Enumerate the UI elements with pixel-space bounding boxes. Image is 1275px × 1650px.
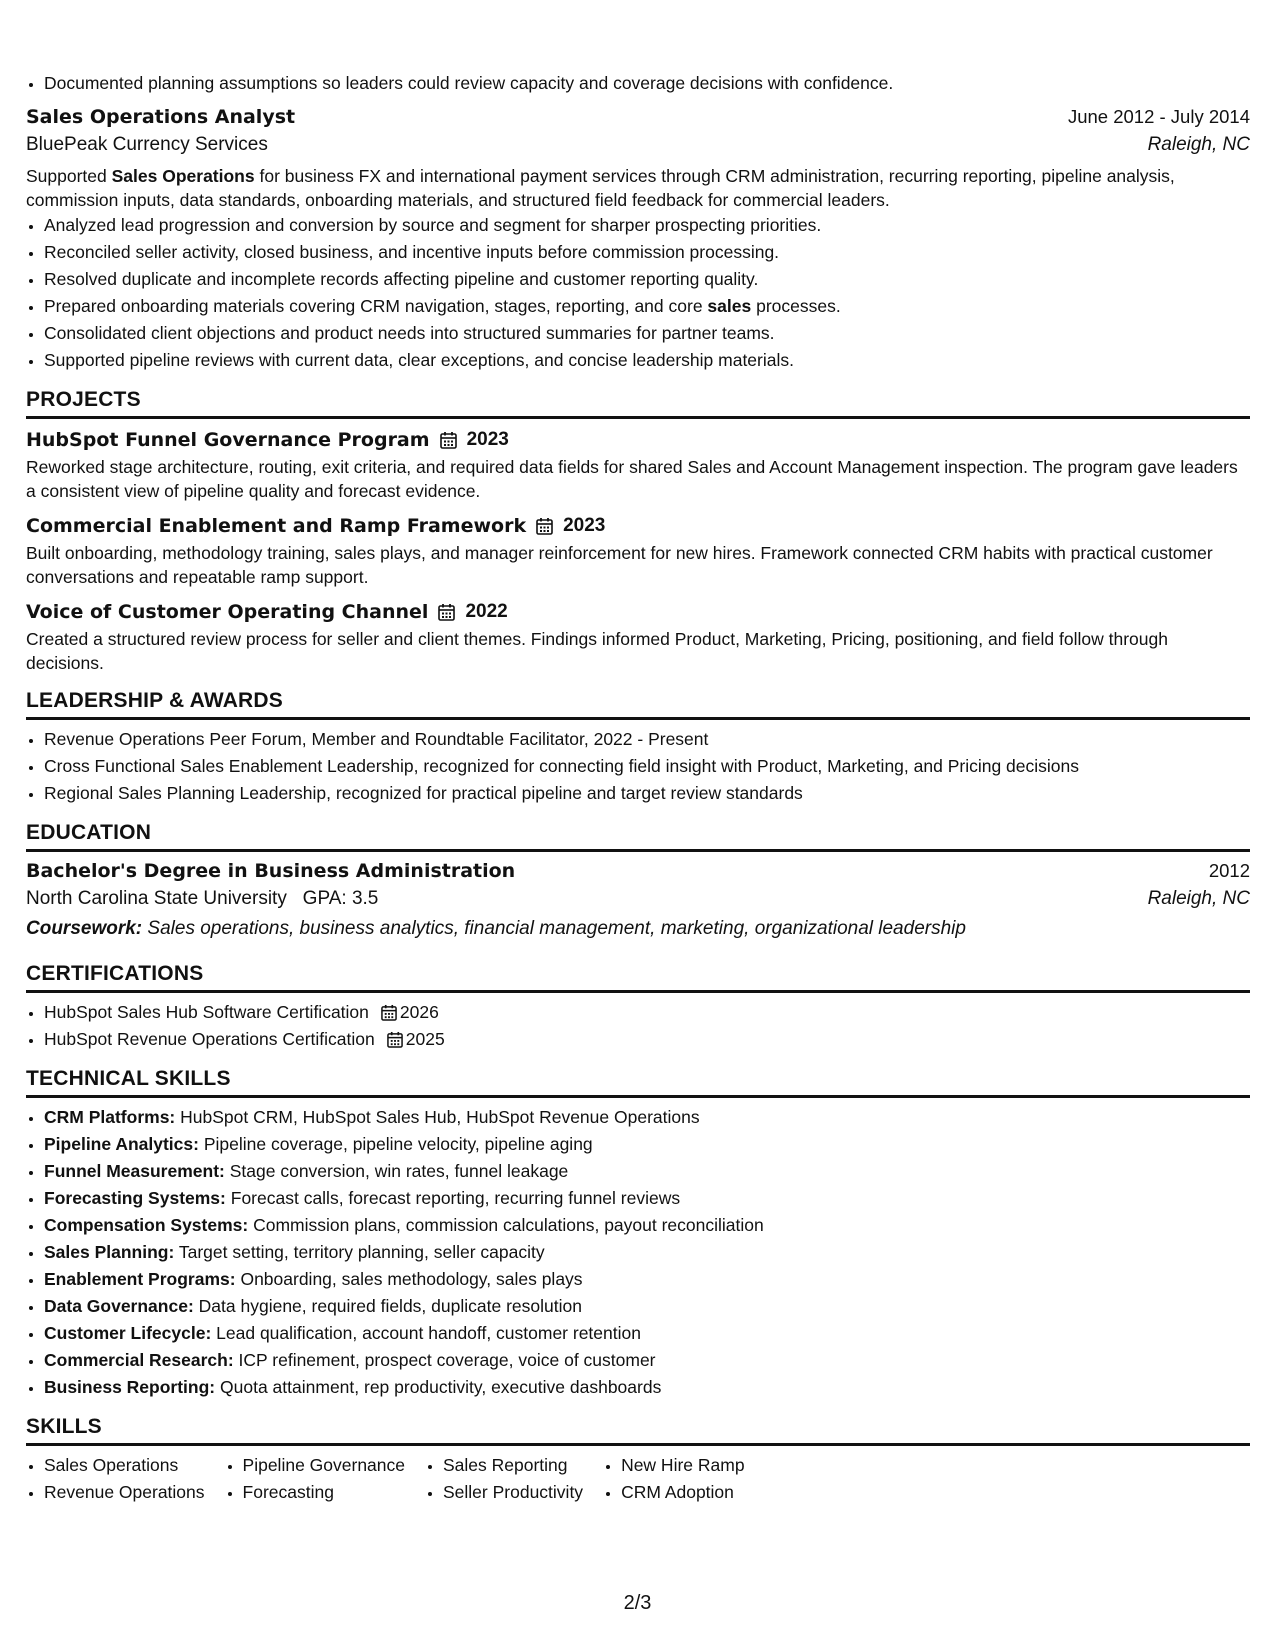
project-year: 2023: [466, 429, 509, 450]
education-school: North Carolina State University: [26, 888, 287, 909]
bullet-emphasis: sales: [707, 296, 752, 316]
skill-value: Lead qualification, account handoff, customer retention: [216, 1323, 641, 1343]
skill-label: Enablement Programs:: [44, 1269, 236, 1289]
job-subheader: [26, 134, 1250, 156]
skill-label: Customer Lifecycle:: [44, 1323, 212, 1343]
list-item: • Analyzed lead progression and conversion by source and segment for sharper prospecting priorities.: [44, 212, 1250, 239]
list-item: • Supported pipeline reviews with current data, clear exceptions, and concise leadership materials.: [44, 347, 1250, 374]
list-item: [44, 293, 1250, 320]
skills-column: [225, 1452, 405, 1506]
list-item: • Regional Sales Planning Leadership, recognized for practical pipeline and target review standards: [44, 780, 1250, 807]
calendar-icon: [381, 1004, 397, 1021]
education-gpa: GPA: 3.5: [302, 888, 379, 909]
list-item: • Forecasting: [243, 1479, 405, 1506]
list-item: • New Hire Ramp: [621, 1452, 745, 1479]
education-school-line: [26, 888, 378, 910]
project-entry: [26, 515, 1250, 589]
coursework-list: Sales operations, business analytics, financial management, marketing, organizational leadership: [147, 918, 966, 939]
project-year: 2023: [563, 515, 606, 536]
list-item: [44, 1239, 1250, 1266]
education-header: [26, 860, 1250, 882]
skills-column: [26, 1452, 205, 1506]
list-item: [44, 1131, 1250, 1158]
job-bullets: [26, 212, 1250, 374]
section-heading: TECHNICAL SKILLS: [26, 1067, 1250, 1098]
list-item: • Seller Productivity: [443, 1479, 583, 1506]
skill-value: Forecast calls, forecast reporting, recurring funnel reviews: [230, 1188, 681, 1208]
bullet-text: Prepared onboarding materials covering CRM navigation, stages, reporting, and core: [44, 296, 708, 316]
certifications-list: [26, 999, 1250, 1053]
skill-label: CRM Platforms:: [44, 1107, 176, 1127]
section-heading: SKILLS: [26, 1415, 1250, 1446]
list-item: • Cross Functional Sales Enablement Leadership, recognized for connecting field insight with Product, Marketing, and Pricing decisions: [44, 753, 1250, 780]
education-section: [26, 821, 1250, 940]
coursework-label: Coursework:: [26, 918, 143, 939]
project-description: Reworked stage architecture, routing, exit criteria, and required data fields for shared Sales and Account Management inspection. The program gave leaders a consistent view of pipeline quality and forecast evidence.: [26, 457, 1238, 501]
skill-label: Funnel Measurement:: [44, 1161, 225, 1181]
previous-role-bullets: [26, 70, 1250, 97]
certification-name: HubSpot Revenue Operations Certification: [44, 1029, 375, 1049]
education-subheader: [26, 888, 1250, 910]
calendar-icon: [536, 517, 553, 535]
skill-value: ICP refinement, prospect coverage, voice of customer: [238, 1350, 656, 1370]
education-degree: Bachelor's Degree in Business Administration: [26, 860, 516, 882]
summary-emphasis: Sales Operations: [111, 166, 255, 186]
resume-page: [26, 70, 1250, 1506]
skills-column: [425, 1452, 583, 1506]
list-item: [44, 1158, 1250, 1185]
skills-column: [603, 1452, 745, 1506]
coursework: [26, 918, 1250, 940]
list-item: [44, 1320, 1250, 1347]
certification-year: 2026: [399, 1002, 439, 1022]
skills-columns: [26, 1452, 1250, 1506]
page-number: 2/3: [623, 1592, 652, 1614]
skill-value: Quota attainment, rep productivity, executive dashboards: [220, 1377, 662, 1397]
list-item: • Resolved duplicate and incomplete records affecting pipeline and customer reporting quality.: [44, 266, 1250, 293]
calendar-icon: [387, 1031, 403, 1048]
list-item: [44, 1185, 1250, 1212]
section-heading: CERTIFICATIONS: [26, 962, 1250, 993]
skill-value: Data hygiene, required fields, duplicate resolution: [198, 1296, 582, 1316]
project-description: Created a structured review process for seller and client themes. Findings informed Product, Marketing, Pricing, positioning, and field follow through decisions.: [26, 629, 1168, 673]
skill-label: Forecasting Systems:: [44, 1188, 226, 1208]
project-entry: [26, 601, 1250, 675]
project-description: Built onboarding, methodology training, sales plays, and manager reinforcement for new hires. Framework connected CRM habits with practical customer conversations and repeatable ramp support.: [26, 543, 1213, 587]
job-company: BluePeak Currency Services: [26, 134, 268, 155]
list-item: [44, 1293, 1250, 1320]
list-item: • Consolidated client objections and product needs into structured summaries for partner teams.: [44, 320, 1250, 347]
section-heading: EDUCATION: [26, 821, 1250, 852]
certification-year: 2025: [405, 1029, 445, 1049]
project-entry: [26, 429, 1250, 503]
section-heading: LEADERSHIP & AWARDS: [26, 689, 1250, 720]
project-title: Voice of Customer Operating Channel: [26, 601, 429, 623]
technical-skills-list: [26, 1104, 1250, 1401]
skill-label: Business Reporting:: [44, 1377, 216, 1397]
project-header: [26, 429, 1250, 451]
summary-text: Supported: [26, 166, 112, 186]
project-title: Commercial Enablement and Ramp Framework: [26, 515, 527, 537]
skill-label: Compensation Systems:: [44, 1215, 249, 1235]
project-header: [26, 601, 1250, 623]
list-item: • Sales Operations: [44, 1452, 205, 1479]
list-item: • Documented planning assumptions so leaders could review capacity and coverage decisions with confidence.: [44, 70, 1250, 97]
skill-value: Target setting, territory planning, seller capacity: [178, 1242, 545, 1262]
section-heading: PROJECTS: [26, 388, 1250, 419]
list-item: [44, 1026, 1250, 1053]
list-item: • Pipeline Governance: [243, 1452, 405, 1479]
list-item: [44, 1374, 1250, 1401]
project-header: [26, 515, 1250, 537]
certification-name: HubSpot Sales Hub Software Certification: [44, 1002, 369, 1022]
bullet-text: processes.: [751, 296, 841, 316]
list-item: [44, 1266, 1250, 1293]
list-item: • Revenue Operations Peer Forum, Member and Roundtable Facilitator, 2022 - Present: [44, 726, 1250, 753]
projects-section: [26, 388, 1250, 675]
skill-value: Commission plans, commission calculations, payout reconciliation: [253, 1215, 764, 1235]
list-item: • CRM Adoption: [621, 1479, 745, 1506]
job-location: Raleigh, NC: [1147, 134, 1250, 155]
skills-section: [26, 1415, 1250, 1506]
list-item: [44, 1347, 1250, 1374]
skill-value: Onboarding, sales methodology, sales plays: [240, 1269, 583, 1289]
skill-value: Pipeline coverage, pipeline velocity, pipeline aging: [203, 1134, 593, 1154]
skill-label: Pipeline Analytics:: [44, 1134, 199, 1154]
job-header: [26, 106, 1250, 128]
list-item: • Sales Reporting: [443, 1452, 583, 1479]
calendar-icon: [438, 603, 455, 621]
list-item: [44, 999, 1250, 1026]
skill-value: Stage conversion, win rates, funnel leakage: [229, 1161, 569, 1181]
skill-label: Sales Planning:: [44, 1242, 175, 1262]
skill-label: Data Governance:: [44, 1296, 194, 1316]
list-item: [44, 1212, 1250, 1239]
project-year: 2022: [465, 601, 508, 622]
list-item: • Reconciled seller activity, closed business, and incentive inputs before commission processing.: [44, 239, 1250, 266]
job-dates: June 2012 - July 2014: [1067, 106, 1250, 127]
list-item: [44, 1104, 1250, 1131]
summary-text: for business FX and international payment services through CRM administration, recurring reporting, pipeline analysis, commission inputs, data standards, onboarding materials, and structured field feedback for commercial leaders.: [26, 166, 1175, 210]
technical-skills-section: [26, 1067, 1250, 1401]
calendar-icon: [440, 431, 457, 449]
certifications-section: [26, 962, 1250, 1053]
job-summary: [26, 164, 1250, 212]
job-entry: [26, 106, 1250, 374]
leadership-section: [26, 689, 1250, 807]
project-title: HubSpot Funnel Governance Program: [26, 429, 430, 451]
education-location: Raleigh, NC: [1147, 888, 1250, 909]
skill-label: Commercial Research:: [44, 1350, 234, 1370]
list-item: • Revenue Operations: [44, 1479, 205, 1506]
leadership-list: [26, 726, 1250, 807]
job-title: Sales Operations Analyst: [26, 106, 296, 128]
education-year: 2012: [1208, 860, 1250, 881]
skill-value: HubSpot CRM, HubSpot Sales Hub, HubSpot Revenue Operations: [180, 1107, 700, 1127]
